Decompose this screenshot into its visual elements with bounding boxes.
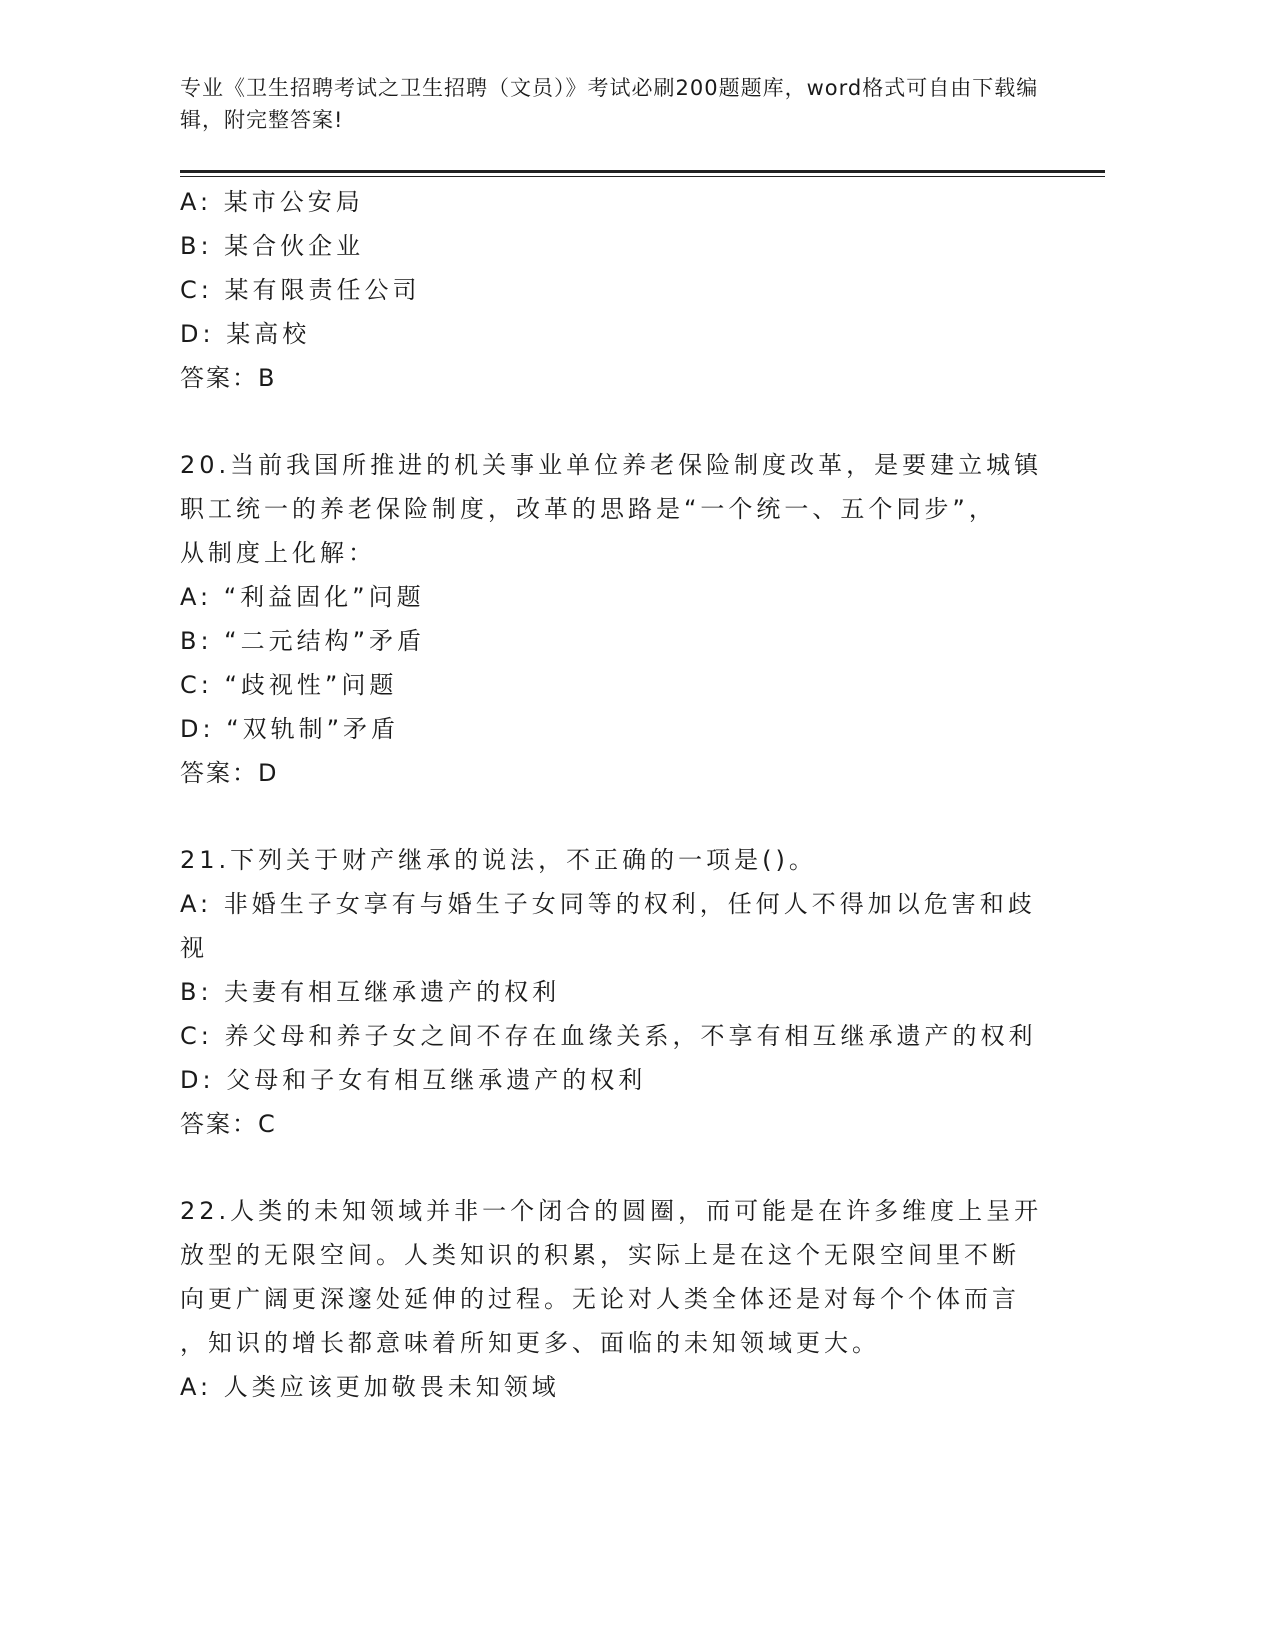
question-stem-line: 从制度上化解： (180, 539, 376, 567)
answer: 答案：C (180, 1110, 277, 1138)
question-20 (180, 443, 1050, 795)
question-stem-line: 20.当前我国所推进的机关事业单位养老保险制度改革，是要建立城镇 (180, 451, 1043, 479)
spacer (180, 1146, 1050, 1189)
option-a: A: “利益固化”问题 (180, 583, 425, 611)
option-c: C: 养父母和养子女之间不存在血缘关系，不享有相互继承遗产的权利 (180, 1022, 1037, 1050)
question-stem-line: 22.人类的未知领域并非一个闭合的圆圈，而可能是在许多维度上呈开 (180, 1197, 1043, 1225)
question-stem: 21.下列关于财产继承的说法，不正确的一项是()。 (180, 846, 817, 874)
option-b: B: 夫妻有相互继承遗产的权利 (180, 978, 561, 1006)
question-stem-line: ，知识的增长都意味着所知更多、面临的未知领域更大。 (180, 1329, 880, 1357)
question-21 (180, 838, 1050, 1146)
answer: 答案：D (180, 759, 279, 787)
header-divider-thick (180, 170, 1105, 173)
option-b: B: 某合伙企业 (180, 232, 365, 260)
option-c: C: “歧视性”问题 (180, 671, 398, 699)
option-d: D: 某高校 (180, 320, 311, 348)
option-c: C: 某有限责任公司 (180, 276, 421, 304)
spacer (180, 400, 1050, 443)
question-stem-line: 职工统一的养老保险制度，改革的思路是“一个统一、五个同步”， (180, 495, 997, 523)
option-b: B: “二元结构”矛盾 (180, 627, 426, 655)
document-header: 专业《卫生招聘考试之卫生招聘（文员）》考试必刷200题题库，word格式可自由下载编辑，附完整答案! (180, 76, 1039, 132)
header-divider-thin (180, 176, 1105, 177)
option-d: D: 父母和子女有相互继承遗产的权利 (180, 1066, 647, 1094)
question-19 (180, 180, 1050, 400)
option-a: A: 人类应该更加敬畏未知领域 (180, 1373, 560, 1401)
option-a: A: 某市公安局 (180, 188, 364, 216)
option-a: A: 非婚生子女享有与婚生子女同等的权利，任何人不得加以危害和歧视 (180, 890, 1036, 962)
question-list (180, 180, 1050, 1409)
question-stem-line: 向更广阔更深邃处延伸的过程。无论对人类全体还是对每个个体而言 (180, 1285, 1020, 1313)
option-d: D: “双轨制”矛盾 (180, 715, 400, 743)
answer: 答案：B (180, 364, 277, 392)
question-stem-line: 放型的无限空间。人类知识的积累，实际上是在这个无限空间里不断 (180, 1241, 1020, 1269)
question-22 (180, 1189, 1050, 1409)
spacer (180, 795, 1050, 838)
